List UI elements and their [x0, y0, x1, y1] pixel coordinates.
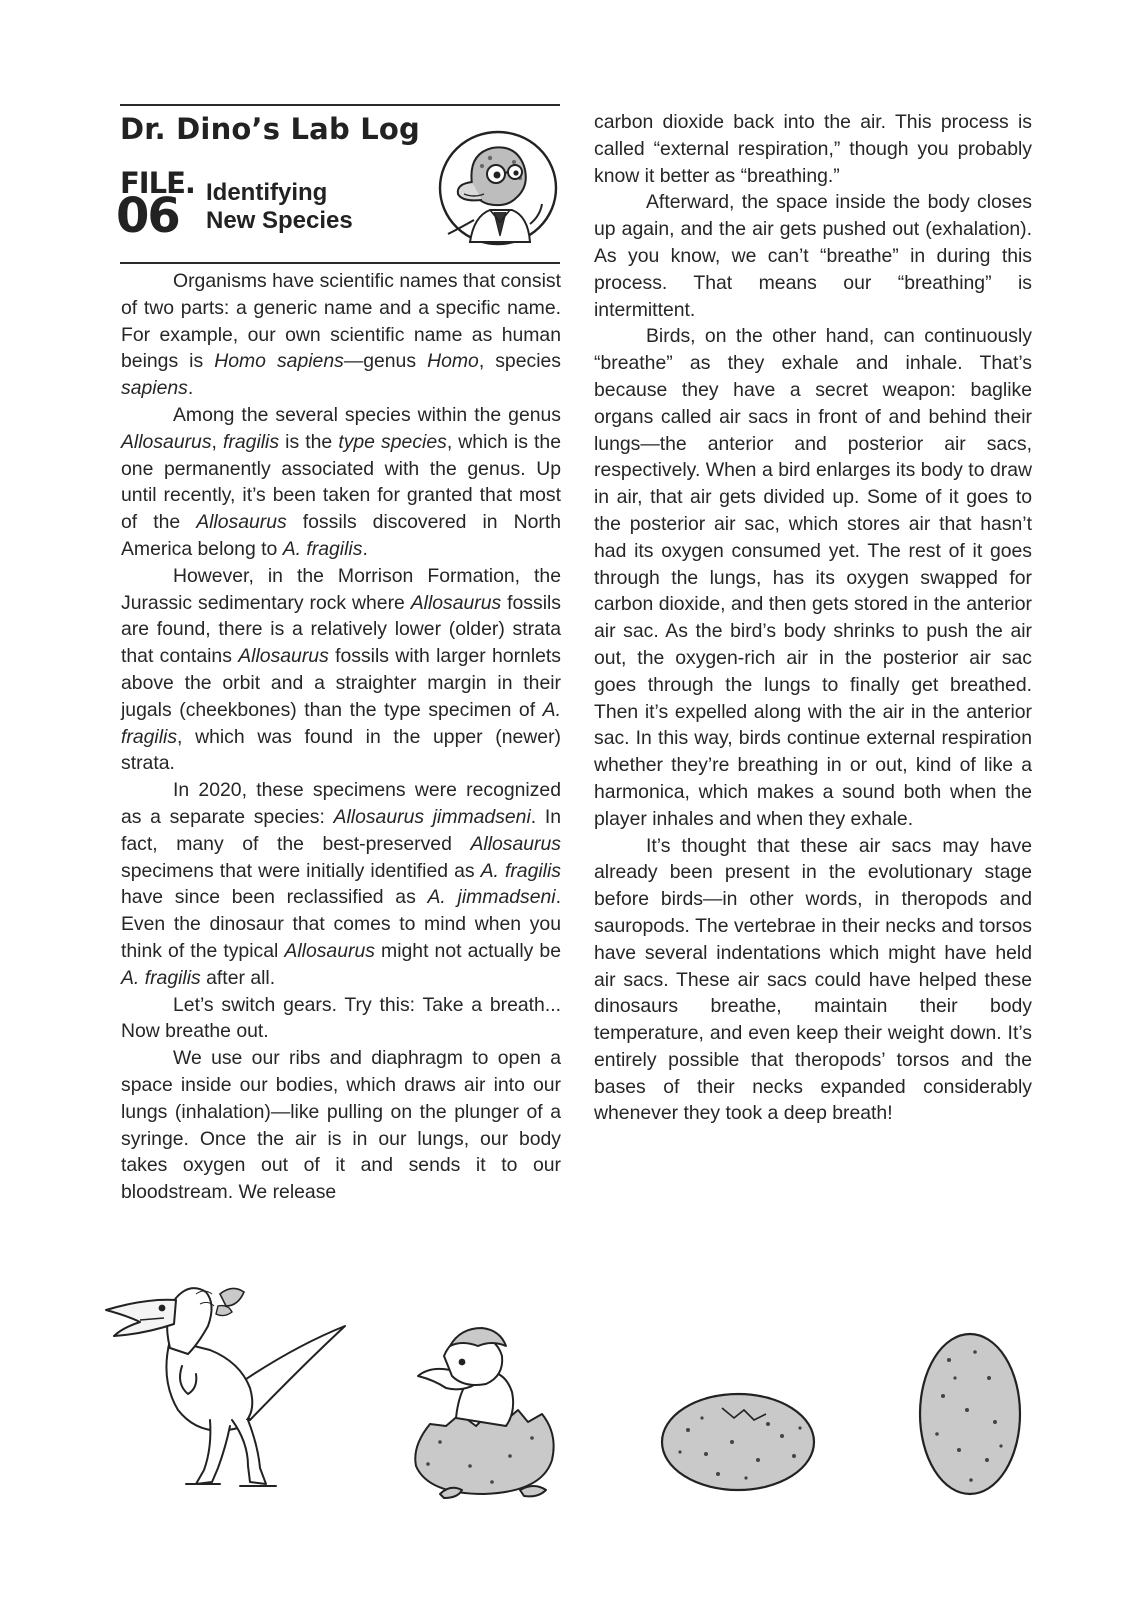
- young-theropod-walking-icon: [100, 1270, 350, 1495]
- article-column-left: [121, 268, 561, 1206]
- dr-dino-portrait-icon: [430, 124, 562, 250]
- file-number: 06: [116, 188, 179, 244]
- file-label: FILE.: [120, 166, 195, 200]
- file-title-line1: Identifying: [206, 179, 328, 206]
- chick-hatching-egg-icon: [400, 1326, 570, 1501]
- article-paragraph: It’s thought that these air sacs may have already been present in the evolutionary stage before birds—in other words, in theropods and sauropods. The vertebrae in their necks and torsos have several indentations which might have held air sacs. These air sacs could have helped these dinosaurs breathe, maintain their body temperature, and even keep their weight down. It’s entirely possible that theropods’ torsos and the bases of their necks expanded considerably whenever they took a deep breath!: [594, 834, 1032, 1125]
- article-paragraph: Let’s switch gears. Try this: Take a breath... Now breathe out.: [121, 993, 561, 1043]
- file-title: [206, 179, 353, 235]
- article-paragraph: We use our ribs and diaphragm to open a space inside our bodies, which draws air into our lungs (inhalation)—like pulling on the plunger of a syringe. Once the air is in our lungs, our body takes oxygen out of it and sends it to our bloodstream. We release: [121, 1047, 561, 1204]
- lab-log-title: Dr. Dino’s Lab Log: [120, 112, 420, 146]
- header-rule-top: [120, 104, 560, 106]
- article-paragraph: In 2020, these specimens were recognized as a separate species: Allosaurus jimmadseni. In fact, many of the best-preserved Allosaurus specimens that were initially identified as A. fragilis have since been reclassified as A. jimmadseni. Even the dinosaur that comes to mind when you think of the typical Allosaurus might not actually be A. fragilis after all.: [121, 779, 562, 989]
- file-title-line2: New Species: [206, 207, 353, 234]
- article-paragraph: Afterward, the space inside the body closes up again, and the air gets pushed out (exhalation). As you know, we can’t “breathe” in during this process. That means our “breathing” is intermittent.: [594, 191, 1032, 321]
- article-column-right: [594, 109, 1032, 1127]
- article-paragraph: carbon dioxide back into the air. This process is called “external respiration,” though you probably know it better as “breathing.”: [594, 111, 1032, 187]
- cracking-egg-icon: [658, 1390, 818, 1495]
- intact-egg-icon: [915, 1330, 1025, 1500]
- article-paragraph: Among the several species within the genus Allosaurus, fragilis is the type species, which is the one permanently associated with the genus. Up until recently, it’s been taken for granted that most of the Allosaurus fossils discovered in North America belong to A. fragilis.: [121, 403, 561, 560]
- article-paragraph: However, in the Morrison Formation, the Jurassic sedimentary rock where Allosaurus fossils are found, there is a relatively lower (older) strata that contains Allosaurus fossils with larger hornlets above the orbit and a straighter margin in their jugals (cheekbones) than the type specimen of A. fragilis, which was found in the upper (newer) strata.: [121, 564, 562, 775]
- article-paragraph: Organisms have scientific names that consist of two parts: a generic name and a specific name. For example, our own scientific name as human beings is Homo sapiens—genus Homo, species sapiens.: [121, 270, 561, 400]
- article-paragraph: Birds, on the other hand, can continuously “breathe” as they exhale and inhale. That’s because they have a secret weapon: baglike organs called air sacs in front of and behind their lungs—the anterior and posterior air sacs, respectively. When a bird enlarges its body to draw in air, that air gets divided up. Some of it goes to the posterior air sac, which stores air that hasn’t had its oxygen consumed yet. The rest of it goes through the lungs, has its oxygen swapped for carbon dioxide, and then gets stored in the anterior air sac. As the bird’s body shrinks to push the air out, the oxygen-rich air in the posterior air sac goes through the lungs to finally get breathed. Then it’s expelled along with the air in the anterior sac. In this way, birds continue external respiration whether they’re breathing in or out, kind of like a harmonica, which makes a sound both when the player inhales and when they exhale.: [594, 325, 1032, 830]
- header-rule-bottom: [120, 262, 560, 264]
